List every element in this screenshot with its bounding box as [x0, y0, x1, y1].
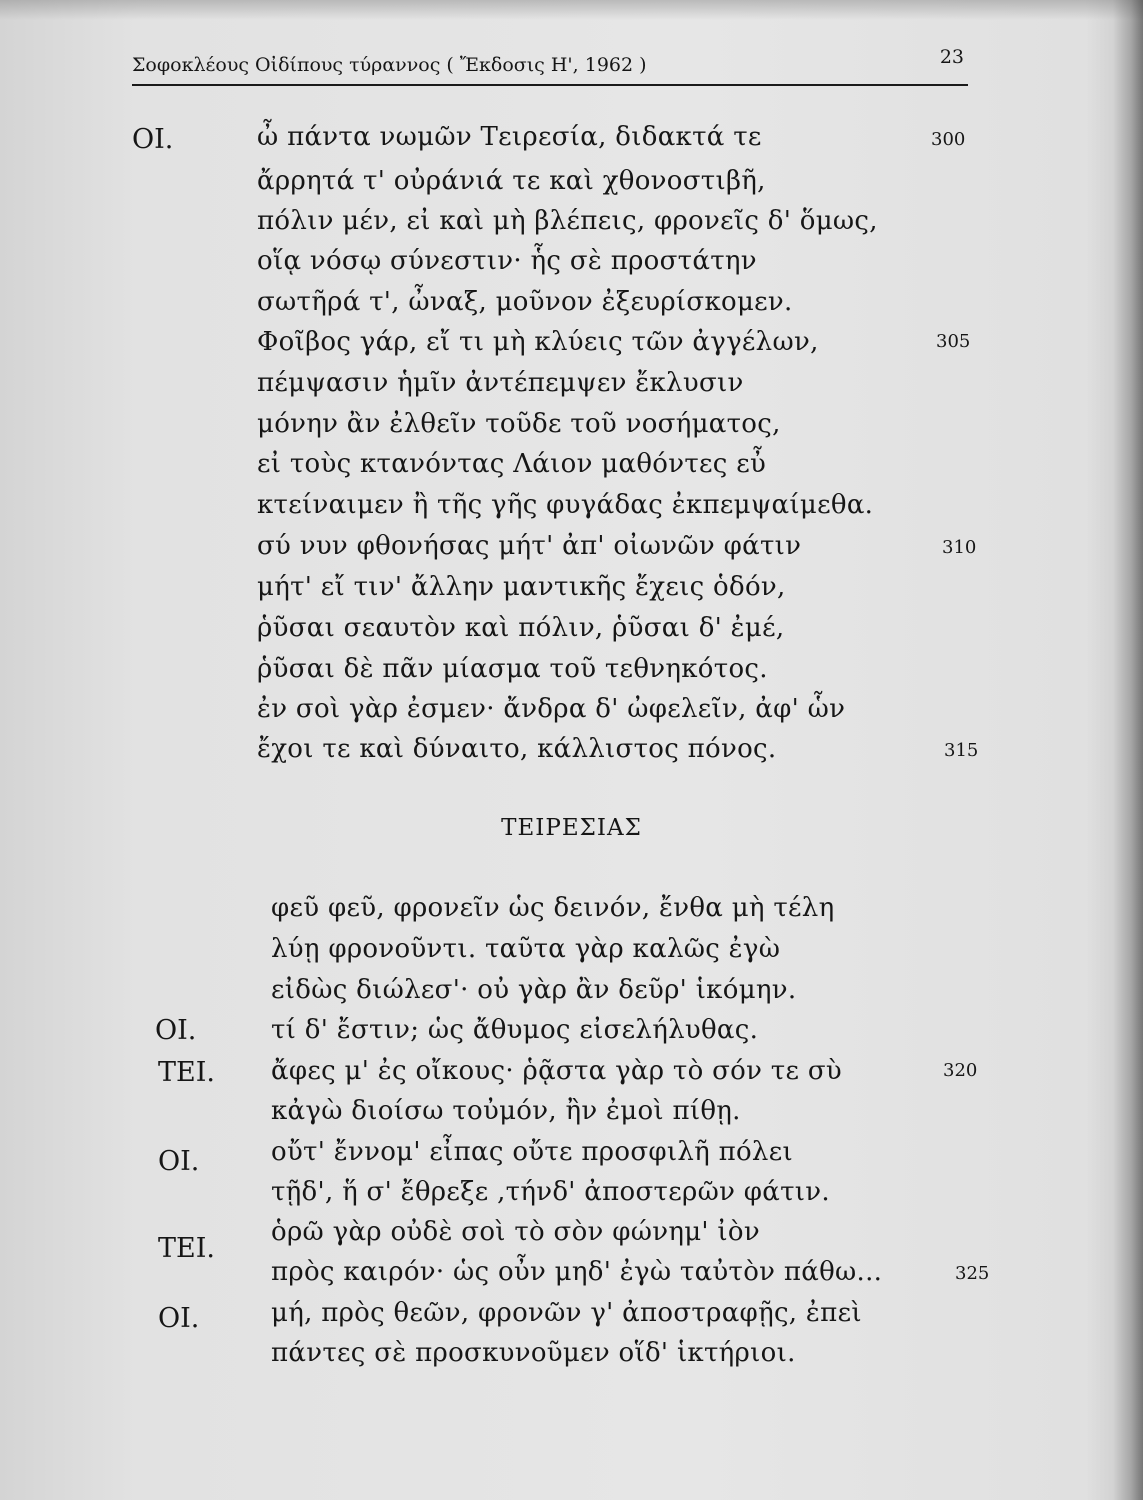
speaker-label-teiresias: ΤΕΙ.	[158, 1057, 215, 1088]
verse-line: πόλιν μέν, εἰ καὶ μὴ βλέπεις, φρονεῖς δ' ὅμως,	[257, 206, 878, 236]
verse-line: ῥῦσαι δὲ πᾶν μίασμα τοῦ τεθνηκότος.	[257, 654, 768, 684]
verse-line: φεῦ φεῦ, φρονεῖν ὡς δεινόν, ἔνθα μὴ τέλη	[271, 893, 835, 923]
verse-line: ἐν σοὶ γὰρ ἐσμεν· ἄνδρα δ' ὠφελεῖν, ἀφ' ὧν	[257, 694, 846, 724]
verse-line: ἔχοι τε καὶ δύναιτο, κάλλιστος πόνος.	[257, 734, 777, 764]
verse-line: Φοῖβος γάρ, εἴ τι μὴ κλύεις τῶν ἀγγέλων,	[257, 327, 819, 357]
speaker-label-oedipus: ΟΙ.	[158, 1303, 200, 1334]
line-number: 300	[931, 129, 966, 150]
running-header	[132, 44, 968, 86]
verse-line: εἰ τοὺς κτανόντας Λάιον μαθόντες εὖ	[257, 449, 767, 479]
section-heading: ΤΕΙΡΕΣΙΑΣ	[501, 815, 642, 841]
verse-line: ὦ πάντα νωμῶν Τειρεσία, διδακτά τε	[257, 122, 762, 152]
verse-line: μόνην ἂν ἐλθεῖν τοῦδε τοῦ νοσήματος,	[257, 409, 781, 439]
verse-line: ἄφες μ' ἐς οἴκους· ῥᾷστα γὰρ τὸ σόν τε σὺ	[271, 1056, 842, 1086]
verse-line: ἄρρητά τ' οὐράνιά τε καὶ χθονοστιβῆ,	[257, 166, 766, 196]
speaker-label-teiresias: ΤΕΙ.	[158, 1233, 215, 1264]
speaker-label-oedipus: ΟΙ.	[155, 1015, 197, 1046]
line-number: 320	[943, 1060, 978, 1081]
verse-line: ὁρῶ γὰρ οὐδὲ σοὶ τὸ σὸν φώνημ' ἰὸν	[271, 1217, 760, 1247]
verse-line: τῇδ', ἥ σ' ἔθρεξε ,τήνδ' ἀποστερῶν φάτιν.	[271, 1177, 830, 1207]
line-number: 310	[942, 537, 977, 558]
verse-line: πάντες σὲ προσκυνοῦμεν οἵδ' ἱκτήριοι.	[271, 1338, 796, 1368]
page-top-shadow	[0, 0, 1143, 20]
verse-line: εἰδὼς διώλεσ'· οὐ γὰρ ἂν δεῦρ' ἱκόμην.	[271, 975, 797, 1005]
verse-line: λύῃ φρονοῦντι. ταῦτα γὰρ καλῶς ἐγὼ	[271, 934, 781, 964]
verse-line: τί δ' ἔστιν; ὡς ἄθυμος εἰσελήλυθας.	[271, 1015, 759, 1045]
verse-line: πρὸς καιρόν· ὡς οὖν μηδ' ἐγὼ ταὐτὸν πάθω...	[271, 1257, 883, 1287]
verse-line: κἀγὼ διοίσω τοὐμόν, ἢν ἐμοὶ πίθῃ.	[271, 1096, 741, 1126]
speaker-label-oedipus: ΟΙ.	[132, 124, 174, 155]
page-gutter-shadow	[1113, 0, 1143, 1500]
line-number: 305	[936, 331, 971, 352]
verse-line: οἵᾳ νόσῳ σύνεστιν· ἧς σὲ προστάτην	[257, 246, 757, 276]
verse-line: ῥῦσαι σεαυτὸν καὶ πόλιν, ῥῦσαι δ' ἐμέ,	[257, 613, 785, 643]
line-number: 325	[955, 1263, 990, 1284]
verse-line: σύ νυν φθονήσας μήτ' ἀπ' οἰωνῶν φάτιν	[257, 531, 802, 561]
verse-line: μήτ' εἴ τιν' ἄλλην μαντικῆς ἔχεις ὁδόν,	[257, 572, 786, 602]
verse-line: πέμψασιν ἡμῖν ἀντέπεμψεν ἔκλυσιν	[257, 368, 744, 398]
running-title: Σοφοκλέους Οἰδίπους τύραννος ( Ἔκδοσις Η', 1962 )	[132, 54, 647, 76]
speaker-label-oedipus: ΟΙ.	[158, 1146, 200, 1177]
verse-line: κτείναιμεν ἢ τῆς γῆς φυγάδας ἐκπεμψαίμεθα.	[257, 490, 874, 520]
verse-line: οὔτ' ἔννομ' εἶπας οὔτε προσφιλῆ πόλει	[271, 1137, 793, 1167]
page-number: 23	[939, 46, 964, 68]
verse-line: σωτῆρά τ', ὦναξ, μοῦνον ἐξευρίσκομεν.	[257, 287, 793, 317]
line-number: 315	[944, 740, 979, 761]
verse-line: μή, πρὸς θεῶν, φρονῶν γ' ἀποστραφῇς, ἐπεὶ	[271, 1298, 862, 1328]
